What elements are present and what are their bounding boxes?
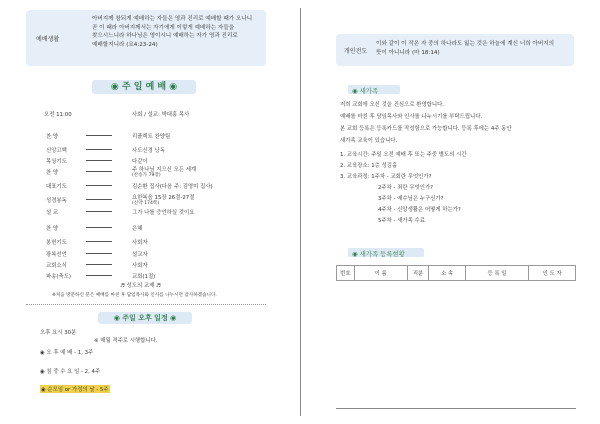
order-dash — [86, 275, 112, 276]
worship-verse-box — [26, 10, 266, 66]
page-divider — [300, 8, 301, 416]
order-item: 목상기도 — [46, 159, 67, 165]
edu-week: 5주차 - 새가족 수료 — [378, 218, 425, 224]
order-dash — [86, 241, 112, 242]
fellowship-label: ♬ 성도의 교제 ♬ — [120, 283, 161, 289]
order-dash — [86, 211, 112, 212]
order-content: 리플렉트 찬양팀 — [132, 134, 171, 140]
afternoon-time: 오후 요시 30분 — [40, 330, 77, 336]
worship-leader: 사회 / 설교: 박대흥 목사 — [132, 112, 190, 118]
order-sub: (찬송가 79장) — [132, 173, 161, 178]
register-title: ◉ 새가족 등록현황 — [352, 250, 405, 258]
schedule-item: ◉ 침 중 수 요 임 - 2, 4주 — [40, 369, 101, 375]
order-content: 요한복음 15장 26절-27절 — [132, 195, 195, 201]
table-header-cell: 등 록 일 — [465, 266, 528, 281]
worship-verse-label: 예배생활 — [36, 36, 60, 43]
evangelism-verse-text: 이와 같이 이 작은 자 중의 하나라도 잃는 것은 하늘에 계신 너희 아버지의 뜻이 아니니라 (마 18:14) — [376, 41, 555, 56]
order-item: 찬 양 — [46, 170, 59, 176]
order-dash — [86, 199, 112, 200]
order-dash — [86, 171, 112, 172]
order-sub: (신약 174쪽) — [132, 201, 160, 206]
order-content: 은혜 — [132, 226, 143, 232]
order-item: 찬 양 — [46, 226, 59, 232]
section-divider — [26, 304, 266, 305]
order-item: 파송(축도) — [46, 274, 72, 280]
worship-time: 오전 11:00 — [44, 112, 72, 118]
order-item: 신앙고백 — [46, 148, 67, 154]
table-header-cell: 소 속 — [429, 266, 465, 281]
evangelism-verse-box — [336, 34, 574, 66]
order-dash — [86, 227, 112, 228]
order-dash — [86, 135, 112, 136]
order-item: 교회소식 — [46, 263, 67, 269]
order-content: 그가 나를 증언하실 것이요 — [132, 210, 195, 216]
order-content: 사회자 — [132, 240, 148, 246]
order-content: 사도신경 낭독 — [132, 148, 165, 154]
order-content: 다같이 — [132, 159, 148, 165]
edu-week: 4주차 - 신앙생활은 어떻게 하는가? — [378, 207, 461, 213]
table-header-cell: 이 름 — [354, 266, 407, 281]
worship-verse-text: 아버지께 참되게 예배하는 자들은 영과 진리로 예배할 때가 오나니 곧 이 때라 아버지께서는 자기에게 이렇게 예배하는 자들을 찾으시느니라 하나님은 영이시니 예배하는 자가 영과 진리로 예배할지니라 (요4:23-24) — [92, 16, 253, 48]
order-dash — [86, 253, 112, 254]
order-dash — [86, 264, 112, 265]
schedule-item-highlighted: ◉ 순모임 or 가정의 날 - 5주 — [41, 387, 109, 393]
order-item: 대표기도 — [46, 184, 67, 190]
order-dash — [86, 185, 112, 186]
newcomer-title: ◉ 새가족 — [352, 87, 379, 95]
table-header-cell: 직분 — [407, 266, 429, 281]
order-dash — [86, 149, 112, 150]
order-dash — [86, 160, 112, 161]
register-table — [336, 265, 576, 281]
table-header-cell: 번호 — [337, 266, 355, 281]
order-content: 사회자 — [132, 263, 148, 269]
table-header-cell: 인 도 자 — [529, 266, 576, 281]
evangelism-label: 개인전도 — [344, 48, 368, 55]
order-item: 성경봉독 — [46, 198, 67, 204]
order-item: 찬 양 — [46, 134, 59, 140]
afternoon-schedule-title: ◉ 주일 오후 일정 ◉ — [98, 312, 192, 324]
order-item: 광복선언 — [46, 252, 67, 258]
afternoon-note: ※ 매월 격주로 시행합니다. — [94, 338, 158, 344]
newcomer-line: 새가족 교육이 있습니다. — [340, 138, 398, 144]
newcomer-notice: ※처음 방문하신 분은 예배를 마친 후 담임목사와 인사를 나누시면 감사하겠습니다. — [52, 293, 217, 298]
sunday-worship-title: ◉ 주 일 예 배 ◉ — [92, 80, 196, 94]
order-item: 설 교 — [46, 210, 59, 216]
order-content: 설교자 — [132, 252, 148, 258]
footer-divider — [336, 408, 576, 409]
order-content: 주 하나님 지으신 모든 세계 — [132, 167, 197, 173]
edu-item: 3. 교육과정: 1주차 - 교회란 무엇인가? — [340, 174, 432, 180]
order-content: 김순환 집사(다음 주: 김영미 집사) — [132, 184, 213, 190]
newcomer-line: 본 교회 등록은 등록카드를 작성함으로 가능합니다. 등록 후에는 4주 동안 — [340, 126, 512, 132]
order-item: 봉헌기도 — [46, 240, 67, 246]
edu-week: 2주차 - 죄란 무엇인가? — [378, 185, 434, 191]
newcomer-line: 예배를 마친 후 담임목사와 인사를 나누시기를 부탁드립니다. — [340, 114, 483, 120]
edu-week: 3주차 - 예수님은 누구신가? — [378, 196, 444, 202]
edu-item: 1. 교육시간: 주일 오전 예배 후 또는 주중 별도의 시간 — [340, 152, 467, 158]
order-content: 교회(1절) — [132, 274, 156, 280]
schedule-item: ◉ 오 후 예 배 - 1, 3주 — [40, 350, 94, 356]
table-row — [337, 266, 576, 281]
newcomer-line: 저희 교회에 오신 것을 진심으로 환영합니다. — [340, 102, 445, 108]
edu-item: 2. 교육장소: 1층 성김홀 — [340, 163, 398, 169]
